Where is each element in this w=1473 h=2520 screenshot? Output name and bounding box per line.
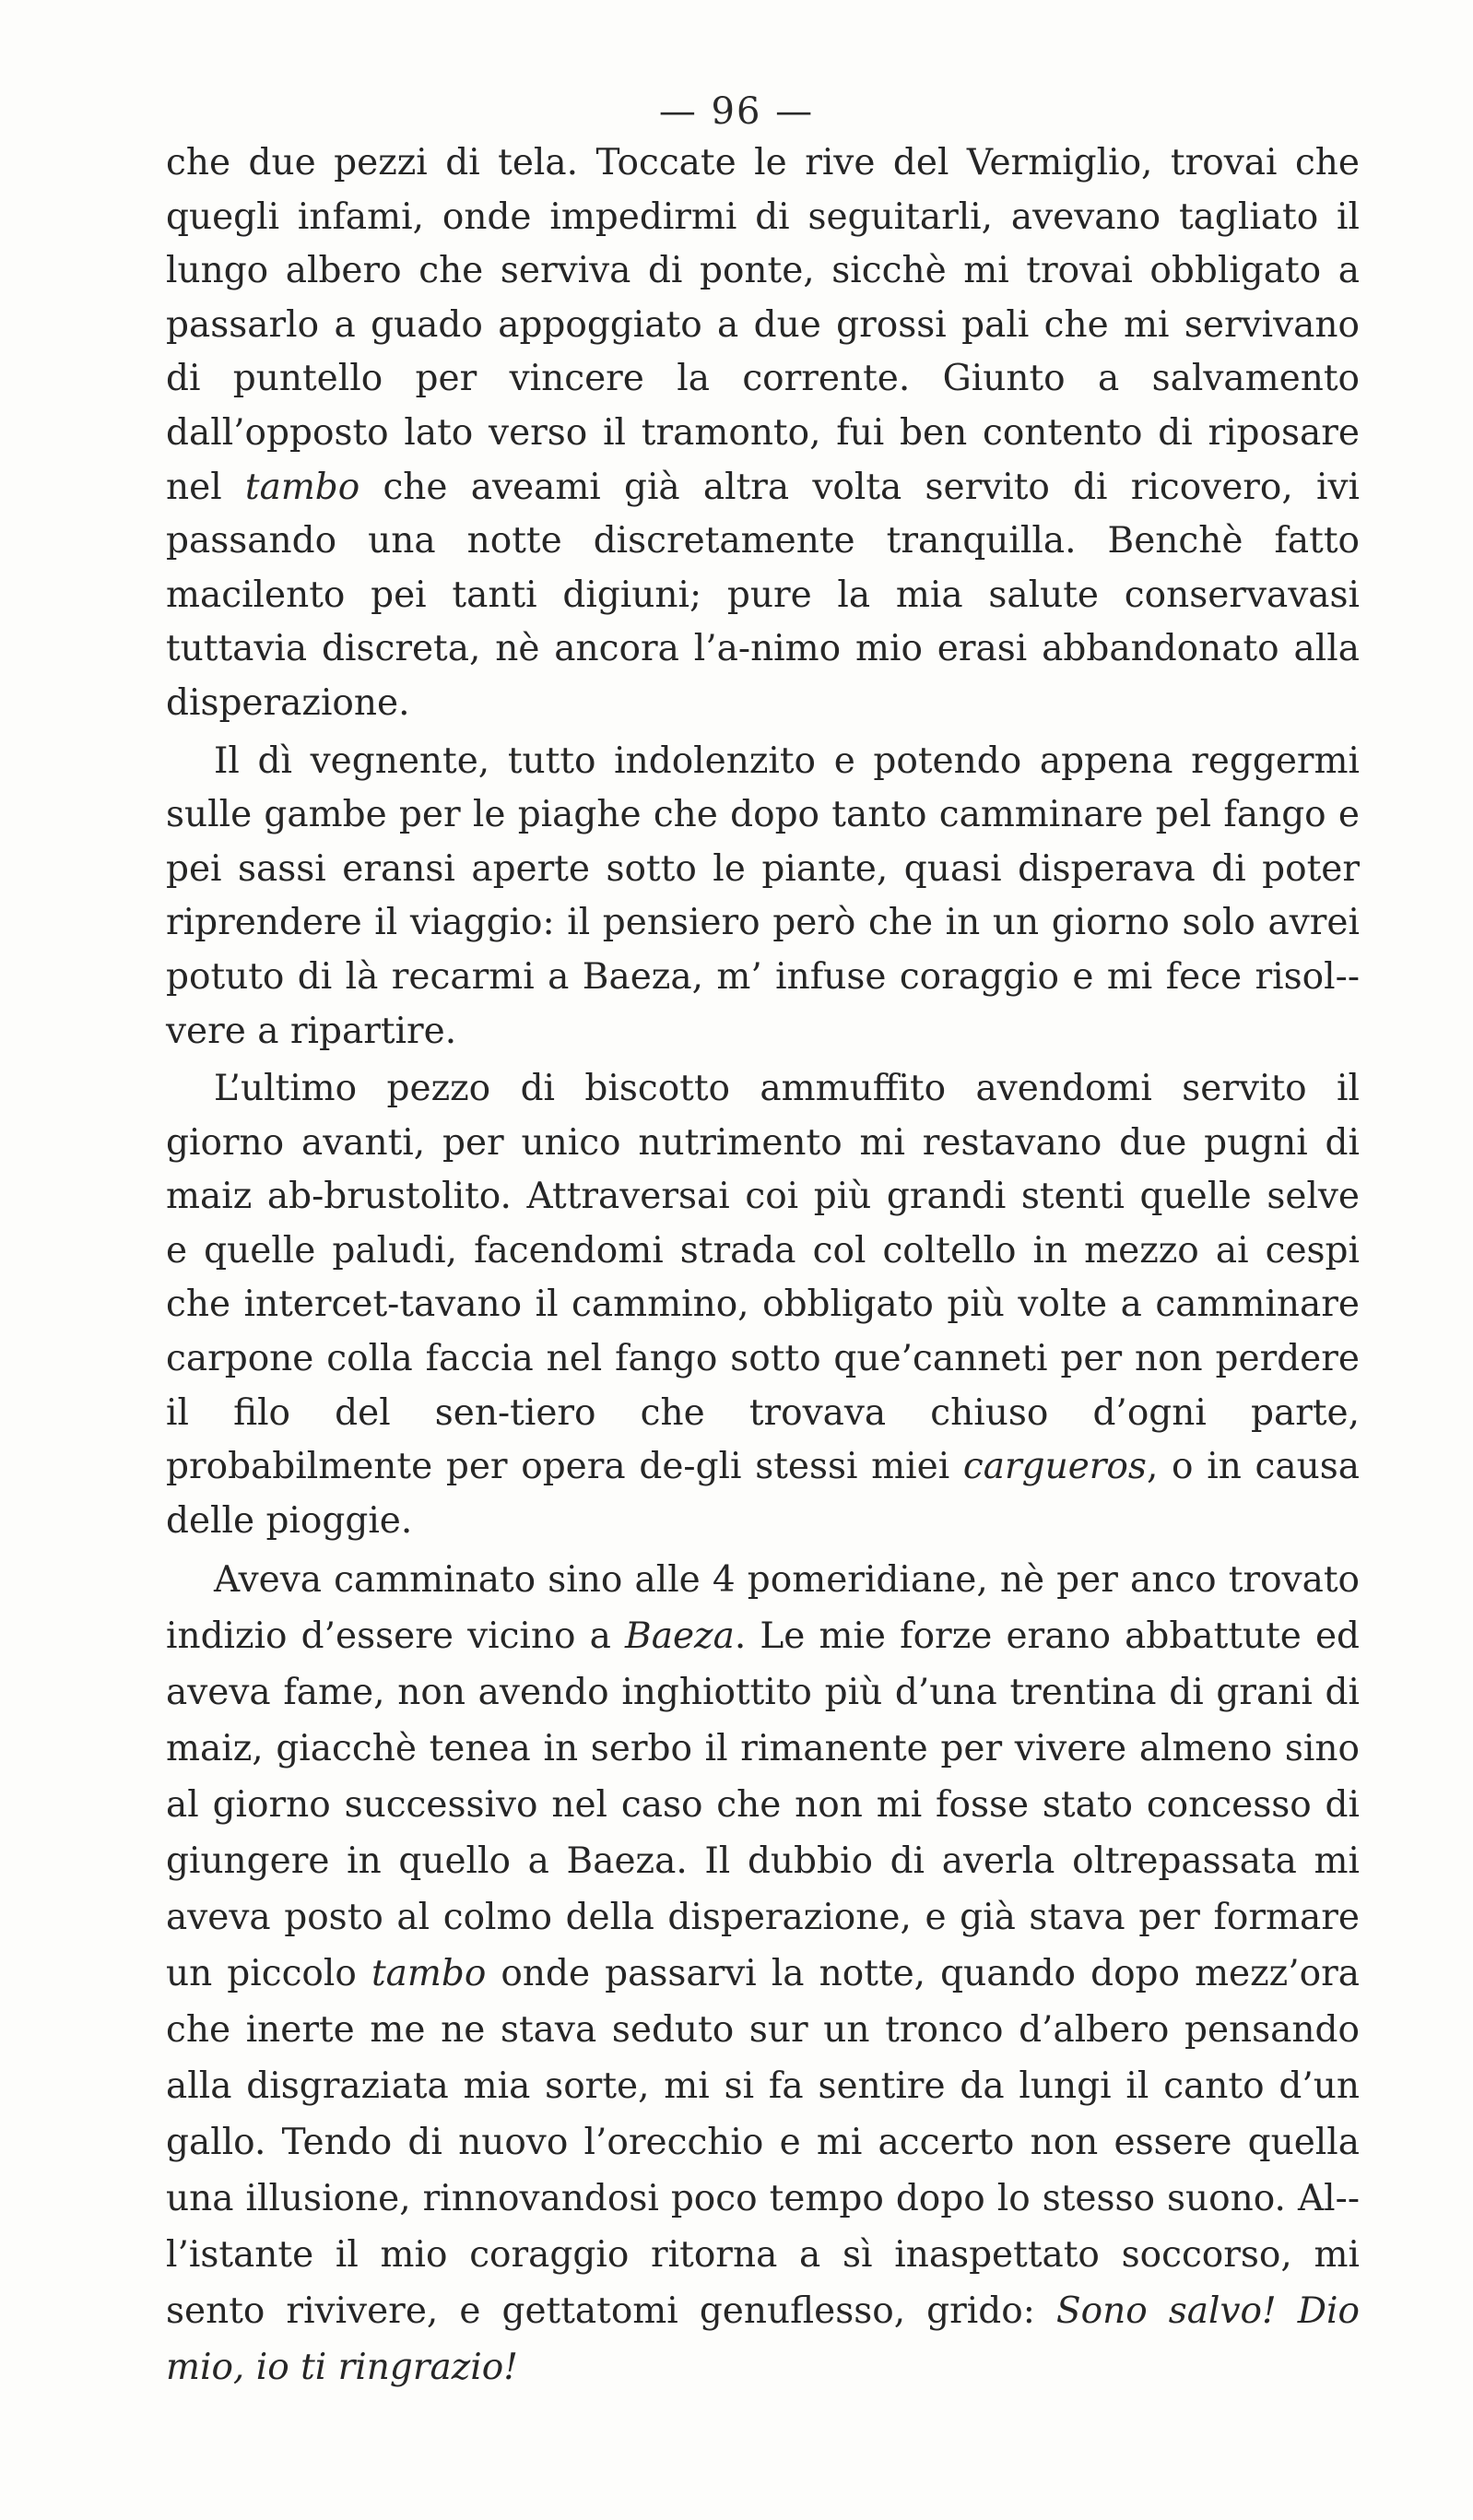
paragraph-2 xyxy=(166,735,1360,1059)
paragraph-1-text-2: che aveami già altra volta servito di ricovero, ivi passando una notte discretamente tranquilla. Benchè fatto macilento pei tanti digiuni; pure la mia salute conservavasi tuttavia discreta, nè ancora l’a-nimo mio erasi abbandonato alla disperazione. xyxy=(166,466,1360,724)
paragraph-4 xyxy=(166,1552,1360,2396)
italic-place-baeza: Baeza xyxy=(625,1615,735,1658)
paragraph-4-text-1: Aveva camminato sino alle 4 pomeridiane, nè per anco trovato indizio d’essere vicino a xyxy=(166,1559,1360,1658)
italic-term-tambo-2: tambo xyxy=(371,1953,487,1995)
italic-term-cargueros: cargueros xyxy=(962,1446,1147,1488)
paragraph-3-text-1: L’ultimo pezzo di biscotto ammuffito avendomi servito il giorno avanti, per unico nutrimento mi restavano due pugni di maiz ab-brustolito. Attraversai coi più grandi stenti quelle selve e quelle paludi, facendomi strada col coltello in mezzo ai cespi che intercet-tavano il cammino, obbligato più volte a camminare carpone colla faccia nel fango sotto que’canneti per non perdere il filo del sen-tiero che trovava chiuso d’ogni parte, probabilmente per opera de-gli stessi miei xyxy=(166,1068,1360,1488)
paragraph-2-text-1: Il dì vegnente, tutto indolenzito e potendo appena reggermi sulle gambe per le piaghe che dopo tanto camminare pel fango e pei sassi eransi aperte sotto le piante, quasi disperava di poter riprendere il viaggio: il pensiero però che in un giorno solo avrei potuto di là recarmi a Baeza, m’ infuse coraggio e mi fece risol-vere a ripartire. xyxy=(166,739,1360,1052)
body-text xyxy=(166,136,1360,2396)
page-number: — 96 — xyxy=(658,90,815,133)
paragraph-3 xyxy=(166,1062,1360,1548)
paragraph-4-text-2: . Le mie forze erano abbattute ed aveva fame, non avendo inghiottito più d’una trentina di grani di maiz, giacchè tenea in serbo il rimanente per vivere almeno sino al giorno successivo nel caso che non mi fosse stato concesso di giungere in quello a Baeza. Il dubbio di averla oltrepassata mi aveva posto al colmo della disperazione, e già stava per formare un piccolo xyxy=(166,1615,1361,1995)
paragraph-4-text-3: onde passarvi la notte, quando dopo mezz’ora che inerte me ne stava seduto sur un tronco d’albero pensando alla disgraziata mia sorte, mi si fa sentire da lungi il canto d’un gallo. Tendo di nuovo l’orecchio e mi accerto non essere quella una illusione, rinnovandosi poco tempo dopo lo stesso suono. Al-l’istante il mio coraggio ritorna a sì inaspettato soccorso, mi sento rivivere, e gettatomi genuflesso, grido: xyxy=(166,1953,1360,2333)
paragraph-3-text-2: , o in causa delle pioggie. xyxy=(166,1446,1360,1542)
italic-term-tambo: tambo xyxy=(244,466,360,508)
italic-exclamation: Sono salvo! Dio mio, io ti ringrazio! xyxy=(166,2290,1361,2389)
paragraph-1-text-1: che due pezzi di tela. Toccate le rive del Vermiglio, trovai che quegli infami, onde impedirmi di seguitarli, avevano tagliato il lungo albero che serviva di ponte, sicchè mi trovai obbligato a passarlo a guado appoggiato a due grossi pali che mi servivano di puntello per vincere la corrente. Giunto a salvamento dall’opposto lato verso il tramonto, fui ben contento di riposare nel xyxy=(166,142,1360,508)
paragraph-1 xyxy=(166,136,1360,731)
